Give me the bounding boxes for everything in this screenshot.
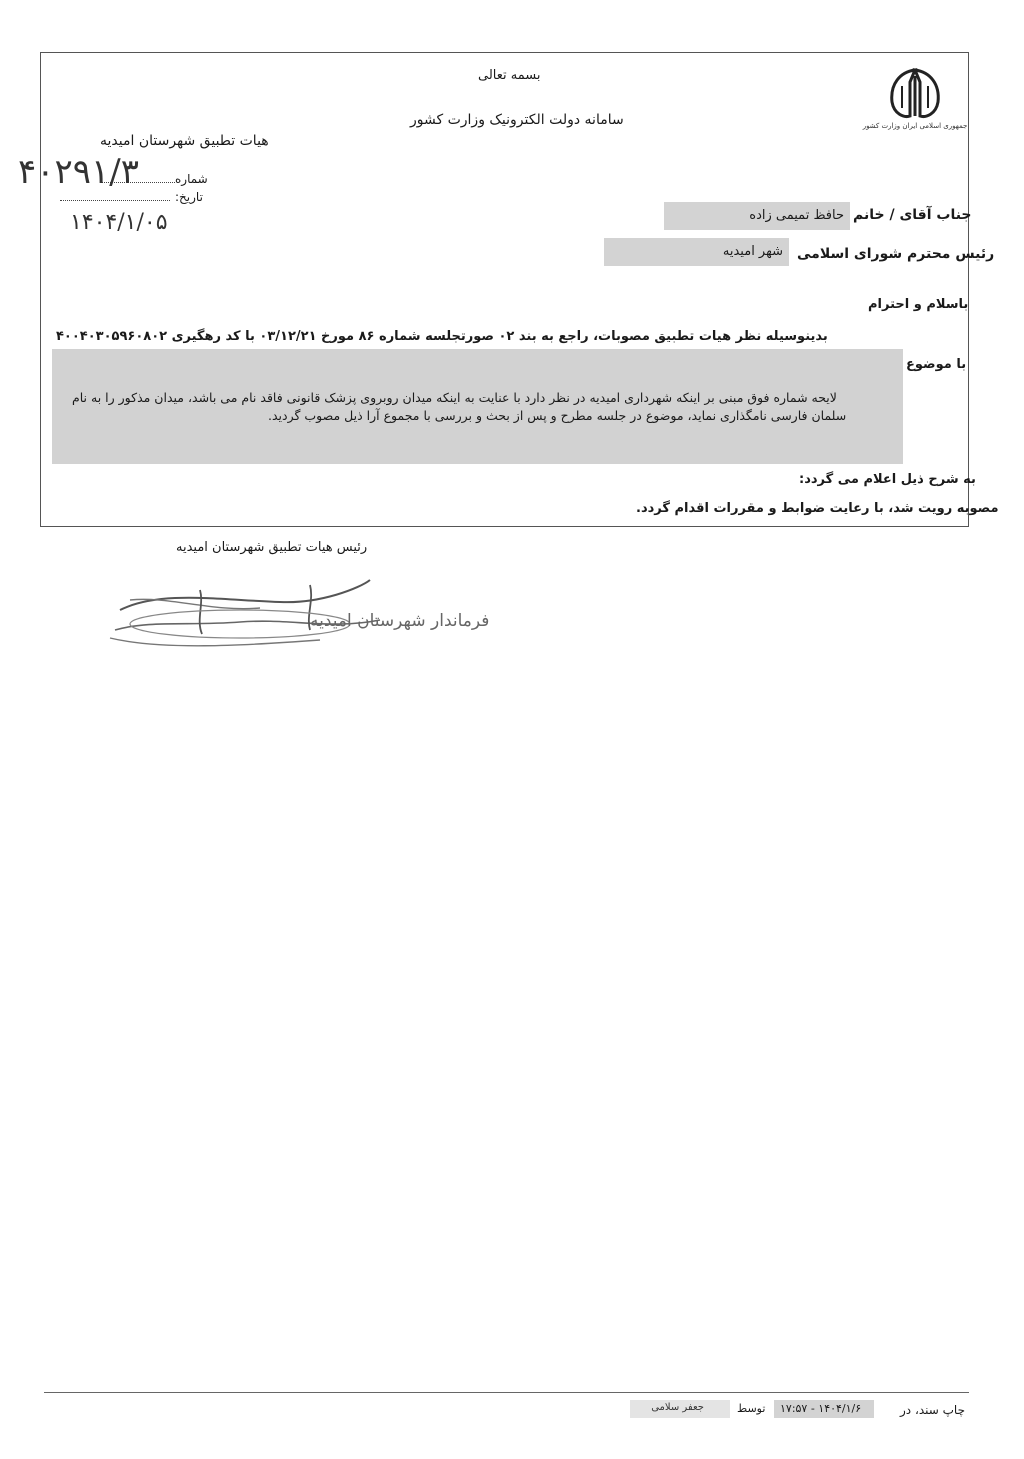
- addressee-name-field: [664, 202, 850, 230]
- position-label: رئیس محترم شورای اسلامی: [797, 246, 995, 262]
- letter-number: ۴۰۲۹۱/۳: [18, 152, 140, 192]
- salutation: باسلام و احترام: [868, 297, 969, 312]
- intro-paragraph: بدینوسیله نظر هیات تطبیق مصوبات، راجع به بند ۰۲ صورتجلسه شماره ۸۶ مورخ ۰۳/۱۲/۲۱ با کد رهگیری ۴۰۰۴۰۳۰۵۹۶۰۸۰۲: [56, 329, 828, 344]
- system-title: سامانه دولت الکترونیک وزارت کشور: [410, 112, 624, 128]
- resolution-text: مصوبه رویت شد، با رعایت ضوابط و مقررات اقدام گردد.: [636, 501, 999, 516]
- position-field: [604, 238, 789, 266]
- printed-label: چاپ سند، در: [900, 1403, 965, 1417]
- subject-box: [52, 349, 903, 464]
- print-datetime: ۱۷:۵۷ - ۱۴۰۴/۱/۶: [780, 1402, 862, 1415]
- iran-emblem-icon: [862, 62, 968, 152]
- emblem-caption: جمهوری اسلامی ایران وزارت کشور: [862, 122, 968, 130]
- date-dots: [60, 200, 170, 201]
- position-value: شهر امیدیه: [722, 244, 783, 259]
- subject-line-2: سلمان فارسی نامگذاری نماید، موضوع در جلسه مطرح و پس از بحث و بررسی با مجموع آرا ذیل مصوب گردید.: [268, 408, 847, 423]
- addressee-name: حافظ تمیمی زاده: [749, 208, 844, 223]
- letter-date: ۱۴۰۴/۱/۰۵: [70, 210, 168, 235]
- signer-title: فرماندار شهرستان امیدیه: [310, 611, 490, 631]
- by-label: توسط: [737, 1402, 766, 1415]
- bismillah: بسمه تعالی: [478, 68, 541, 83]
- number-label: شماره: [175, 172, 208, 186]
- print-datetime-field: [774, 1400, 874, 1418]
- printed-by-field: [630, 1400, 730, 1418]
- follows-text: به شرح ذیل اعلام می گردد:: [799, 472, 976, 487]
- addressee-label: جناب آقای / خانم: [853, 207, 972, 223]
- date-label: تاریخ:: [175, 190, 203, 204]
- organization-name: هیات تطبیق شهرستان امیدیه: [100, 133, 269, 149]
- subject-label: با موضوع: [906, 357, 967, 372]
- signatory-title: رئیس هیات تطبیق شهرستان امیدیه: [176, 540, 368, 555]
- printed-by: جعفر سلامی: [651, 1402, 704, 1413]
- footer-divider: [44, 1392, 969, 1393]
- subject-line-1: لایحه شماره فوق مبنی بر اینکه شهرداری امیدیه در نظر دارد با عنایت به اینکه میدان روبروی پزشک قانونی فاقد نام می باشد، میدان مذکور را به نام: [72, 390, 837, 405]
